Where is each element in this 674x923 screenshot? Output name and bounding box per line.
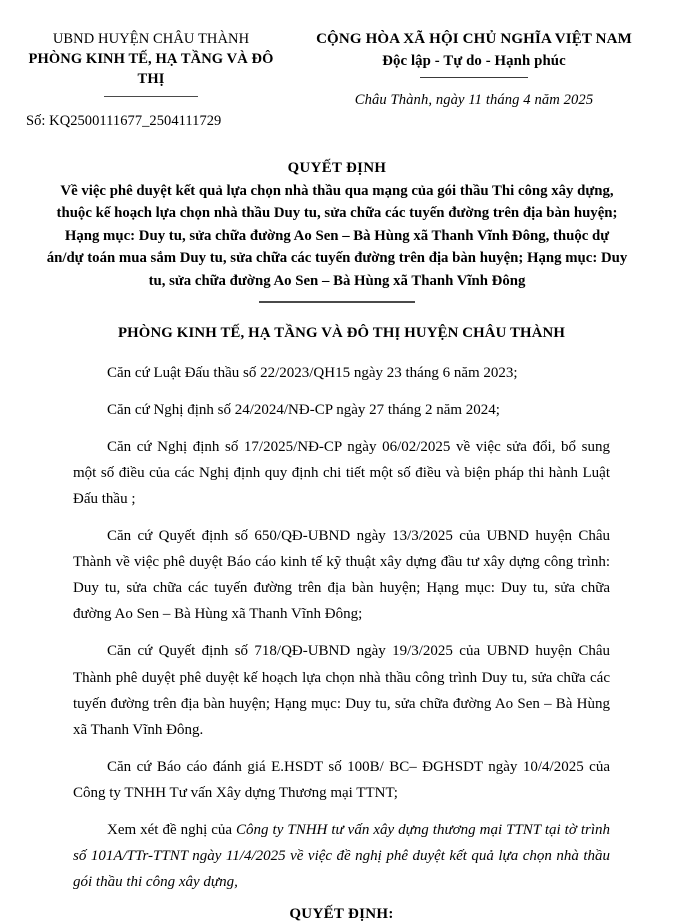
header-left-divider [104, 96, 198, 97]
header-right-block [286, 30, 658, 109]
document-body [0, 325, 674, 923]
preamble-clause: Căn cứ Báo cáo đánh giá E.HSDT số 100B/ BC– ĐGHSDT ngày 10/4/2025 của Công ty TNHH Tư vấn Xây dựng Thương mại TTNT; [73, 758, 610, 801]
title-divider [259, 301, 415, 302]
document-title-block [0, 160, 674, 303]
decision-label: QUYẾT ĐỊNH: [289, 906, 394, 923]
preamble-clause: Căn cứ Quyết định số 650/QĐ-UBND ngày 13/3/2025 của UBND huyện Châu Thành về việc phê duyệt Báo cáo kinh tế kỹ thuật xây dựng đầu tư xây dựng công trình: Duy tu, sửa chữa các tuyến đường trên địa bàn huyện; Hạng mục: Duy tu, sửa chữa đường Ao Sen – Bà Hùng xã Thanh Vĩnh Đông; [73, 528, 610, 623]
header-left-block [16, 30, 286, 130]
preamble-clause: Căn cứ Nghị định số 17/2025/NĐ-CP ngày 06/02/2025 về việc sửa đổi, bổ sung một số điều của các Nghị định quy định chi tiết một số điều và biện pháp thi hành Luật Đấu thầu ; [73, 438, 610, 507]
document-number: Số: KQ2500111677_2504111729 [26, 112, 222, 129]
header-right-divider [420, 77, 528, 78]
preamble-clause: Căn cứ Quyết định số 718/QĐ-UBND ngày 19/3/2025 của UBND huyện Châu Thành phê duyệt phê duyệt kế hoạch lựa chọn nhà thầu công trình Duy tu, sửa chữa các tuyến đường trên địa bàn huyện; Hạng mục: Duy tu, sửa chữa đường Ao Sen – Bà Hùng xã Thanh Vĩnh Đông. [73, 643, 610, 738]
consideration-body: Công ty TNHH tư vấn xây dựng thương mại TTNT tại tờ trình số 101A/TTr-TTNT ngày 11/4/2025 về việc đề nghị phê duyệt kết quả lựa chọn nhà thầu gói thầu thi công xây dựng, [73, 821, 610, 891]
consideration-paragraph [73, 817, 610, 895]
preamble-clause: Căn cứ Luật Đấu thầu số 22/2023/QH15 ngày 23 tháng 6 năm 2023; [107, 364, 518, 381]
place-and-date: Châu Thành, ngày 11 tháng 4 năm 2025 [354, 91, 594, 108]
consideration-lead: Xem xét đề nghị của [107, 821, 237, 838]
decision-subject: Về việc phê duyệt kết quả lựa chọn nhà thầu qua mạng của gói thầu Thi công xây dựng, thuộc kế hoạch lựa chọn nhà thầu Duy tu, sửa chữa các tuyến đường trên địa bàn huyện; Hạng mục: Duy tu, sửa chữa đường Ao Sen – Bà Hùng xã Thanh Vĩnh Đông, thuộc dự án/dự toán mua sắm Duy tu, sửa chữa các tuyến đường trên địa bàn huyện; Hạng mục: Duy tu, sửa chữa đường Ao Sen – Bà Hùng xã Thanh Vĩnh Đông [46, 182, 628, 289]
national-title: CỘNG HÒA XÃ HỘI CHỦ NGHĨA VIỆT NAM [316, 31, 632, 47]
preamble-clause: Căn cứ Nghị định số 24/2024/NĐ-CP ngày 27 tháng 2 năm 2024; [107, 401, 500, 418]
national-motto: Độc lập - Tự do - Hạnh phúc [382, 52, 566, 69]
issuing-department-name: PHÒNG KINH TẾ, HẠ TẦNG VÀ ĐÔ THỊ [28, 51, 274, 87]
decision-heading: QUYẾT ĐỊNH [287, 159, 387, 176]
issuing-body-upper: UBND HUYỆN CHÂU THÀNH [52, 31, 250, 47]
issuing-authority-heading: PHÒNG KINH TẾ, HẠ TẦNG VÀ ĐÔ THỊ HUYỆN CHÂU THÀNH [117, 324, 566, 341]
document-header [0, 0, 674, 130]
